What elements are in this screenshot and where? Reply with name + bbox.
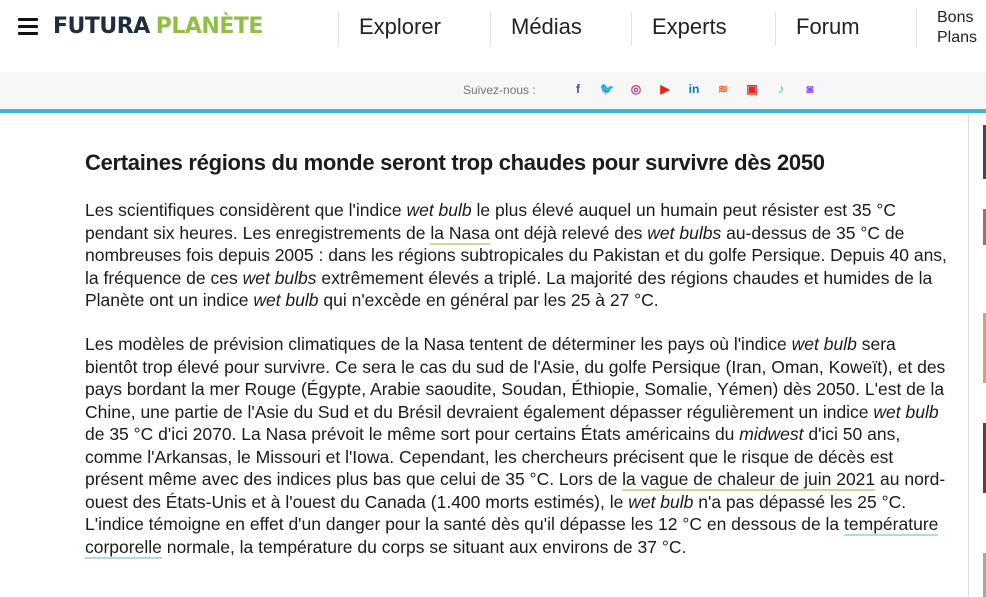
logo-planete: PLANÈTE: [155, 14, 263, 39]
instagram-icon[interactable]: ◎: [630, 82, 642, 96]
article-paragraph-2: [85, 333, 953, 558]
article-title: Certaines régions du monde seront trop chaudes pour survivre dès 2050: [85, 150, 825, 175]
p2-italic: midwest: [739, 424, 804, 444]
link-temperature-corporelle[interactable]: température corporelle: [85, 514, 939, 557]
nav-bons-plans[interactable]: [916, 8, 977, 48]
p1-text: extrêmement élevés a triplé. La majorité des régions chaudes et humides de la Planète ont un indice: [85, 267, 933, 310]
nav-explorer[interactable]: Explorer: [338, 12, 441, 46]
p2-italic: wet bulb: [873, 401, 939, 422]
twitter-icon[interactable]: 🐦: [599, 82, 615, 96]
flipboard-icon[interactable]: ▣: [746, 82, 758, 96]
p2-text: de 35 °C d'ici 2070. La Nasa prévoit le même sort pour certains États américains du: [85, 424, 740, 444]
p2-text: d'ici 50 ans, comme l'Arkansas, le Missouri et l'Iowa. Cependant, les chercheurs précisent que le risque de décès est présent même avec des indices plus bas que celui de 35 °C. Lors de: [85, 424, 901, 489]
nav-bons-line1: Bons: [937, 9, 974, 26]
p2-text: n'a pas dépassé les 25 °C. L'indice témoigne en effet d'un danger pour la santé dès qu'il dépasse les 12 °C en dessous de la: [85, 491, 907, 534]
p2-text: sera bientôt trop élevé pour survivre. Ce sera le cas du sud de l'Asie, du golfe Persique (Iran, Oman, Koweït), et des pays bordant la mer Rouge (Égypte, Arabie saoudite, Soudan, Éthiopie, Somalie, Yémen) dès 2050. L'est de la Chine, une partie de l'Asie du Sud et du Brésil devraient également dépasser régulièrement un indice: [85, 334, 946, 422]
p2-text: normale, la température du corps se situant aux environs de 37 °C.: [161, 536, 687, 557]
article-paragraph-1: [85, 199, 953, 312]
p2-italic: wet bulb: [791, 334, 857, 354]
linkedin-icon[interactable]: in: [688, 82, 700, 96]
p1-text: au-dessus de 35 °C de nombreuses fois depuis 2005 : dans les régions subtropicales du Pakistan et du golfe Persique. Depuis 40 ans, la fréquence de ces: [85, 222, 947, 288]
nav-bons-line2: Plans: [937, 29, 978, 46]
link-nasa[interactable]: la Nasa: [430, 222, 490, 243]
p1-text: Les scientifiques considèrent que l'indice: [85, 200, 407, 220]
p2-text: au nord-ouest des États-Unis et à l'ouest du Canada (1.400 morts estimés), le: [85, 469, 946, 512]
nav-forum[interactable]: Forum: [775, 12, 860, 46]
follow-label: Suivez-nous :: [463, 83, 536, 97]
menu-icon[interactable]: [18, 18, 38, 36]
social-bar: [0, 72, 986, 113]
right-sidebar: [968, 113, 986, 597]
nav-experts[interactable]: Experts: [631, 12, 727, 46]
link-vague-chaleur[interactable]: la vague de chaleur de juin 2021: [622, 469, 876, 489]
p2-italic: wet bulb: [628, 491, 694, 512]
twitch-icon[interactable]: ◙: [806, 82, 814, 96]
logo-futura: FUTURA: [53, 14, 150, 39]
p1-italic: wet bulbs: [647, 222, 722, 243]
nav-medias[interactable]: Médias: [490, 12, 582, 46]
p1-text: ont déjà relevé des: [489, 222, 648, 243]
rss-icon[interactable]: ≋: [717, 82, 729, 96]
site-logo[interactable]: [53, 13, 263, 41]
p1-text: qui n'excède en général par les 25 à 27 °C.: [318, 290, 659, 310]
site-header: [0, 0, 986, 73]
p1-italic: wet bulbs: [242, 267, 317, 288]
article-content: [85, 150, 953, 557]
p1-italic: wet bulb: [253, 290, 319, 310]
youtube-icon[interactable]: ▶: [660, 82, 670, 96]
tiktok-icon[interactable]: ♪: [778, 82, 784, 96]
p1-italic: wet bulb: [406, 200, 472, 220]
p2-text: Les modèles de prévision climatiques de la Nasa tentent de déterminer les pays où l'indice: [85, 334, 792, 354]
facebook-icon[interactable]: f: [576, 82, 580, 96]
p1-text: le plus élevé auquel un humain peut résister est 35 °C pendant six heures. Les enregistrements de: [85, 200, 896, 243]
